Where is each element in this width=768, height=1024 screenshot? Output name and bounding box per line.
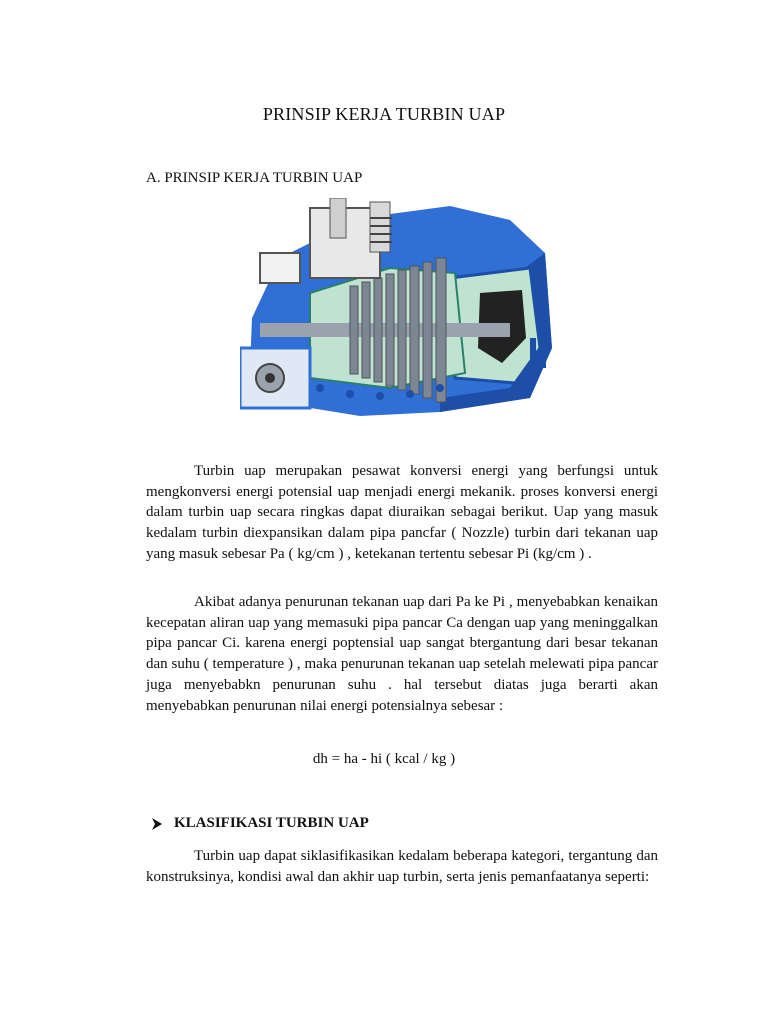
paragraph-2: Akibat adanya penurunan tekanan uap dari Pa ke Pi , menyebabkan kenaikan kecepatan aliran uap yang memasuki pipa pancar Ca dengan uap yang meninggalkan pipa pancar Ci. karena energi poptensial uap sangat btergantung dari besar tekanan dan suhu ( temperature ) , maka penurunan tekanan uap setelah melewati pipa pancar juga menyebabkn penurunan suhu . hal tersebut diatas juga berarti akan menyebabkan penurunan nilai energi potensialnya sebesar : [146, 594, 658, 714]
steam-turbine-illustration [240, 198, 562, 422]
paragraph-3: Turbin uap dapat siklasifikasikan kedalam beberapa kategori, tergantung dan konstruksinya, kondisi awal dan akhir uap turbin, serta jenis pemanfaatanya seperti: [146, 848, 658, 885]
page-title: PRINSIP KERJA TURBIN UAP [262, 104, 506, 124]
paragraph-1: Turbin uap merupakan pesawat konversi energi yang berfungsi untuk mengkonversi energi potensial uap menjadi energi mekanik. proses konversi energi dalam turbin uap secara ringkas dapat diuraikan sebagai berikut. Uap yang masuk kedalam turbin diexpansikan dalam pipa pancfar ( Nozzle) turbin dari tekanan uap yang masuk sebesar Pa ( kg/cm ) , ketekanan tertentu sebesar Pi (kg/cm ) . [146, 463, 658, 562]
section-heading-a: A. PRINSIP KERJA TURBIN UAP [146, 170, 363, 186]
rotor-shaft [260, 323, 510, 337]
section-heading-b [150, 815, 369, 832]
valve-assembly [260, 198, 392, 283]
arrowhead-bullet-icon [150, 817, 164, 831]
section-heading-b-label: KLASIFIKASI TURBIN UAP [174, 815, 369, 831]
formula: dh = ha - hi ( kcal / kg ) [312, 751, 456, 767]
bearing-housing [240, 348, 310, 408]
turbine-figure [240, 198, 562, 422]
